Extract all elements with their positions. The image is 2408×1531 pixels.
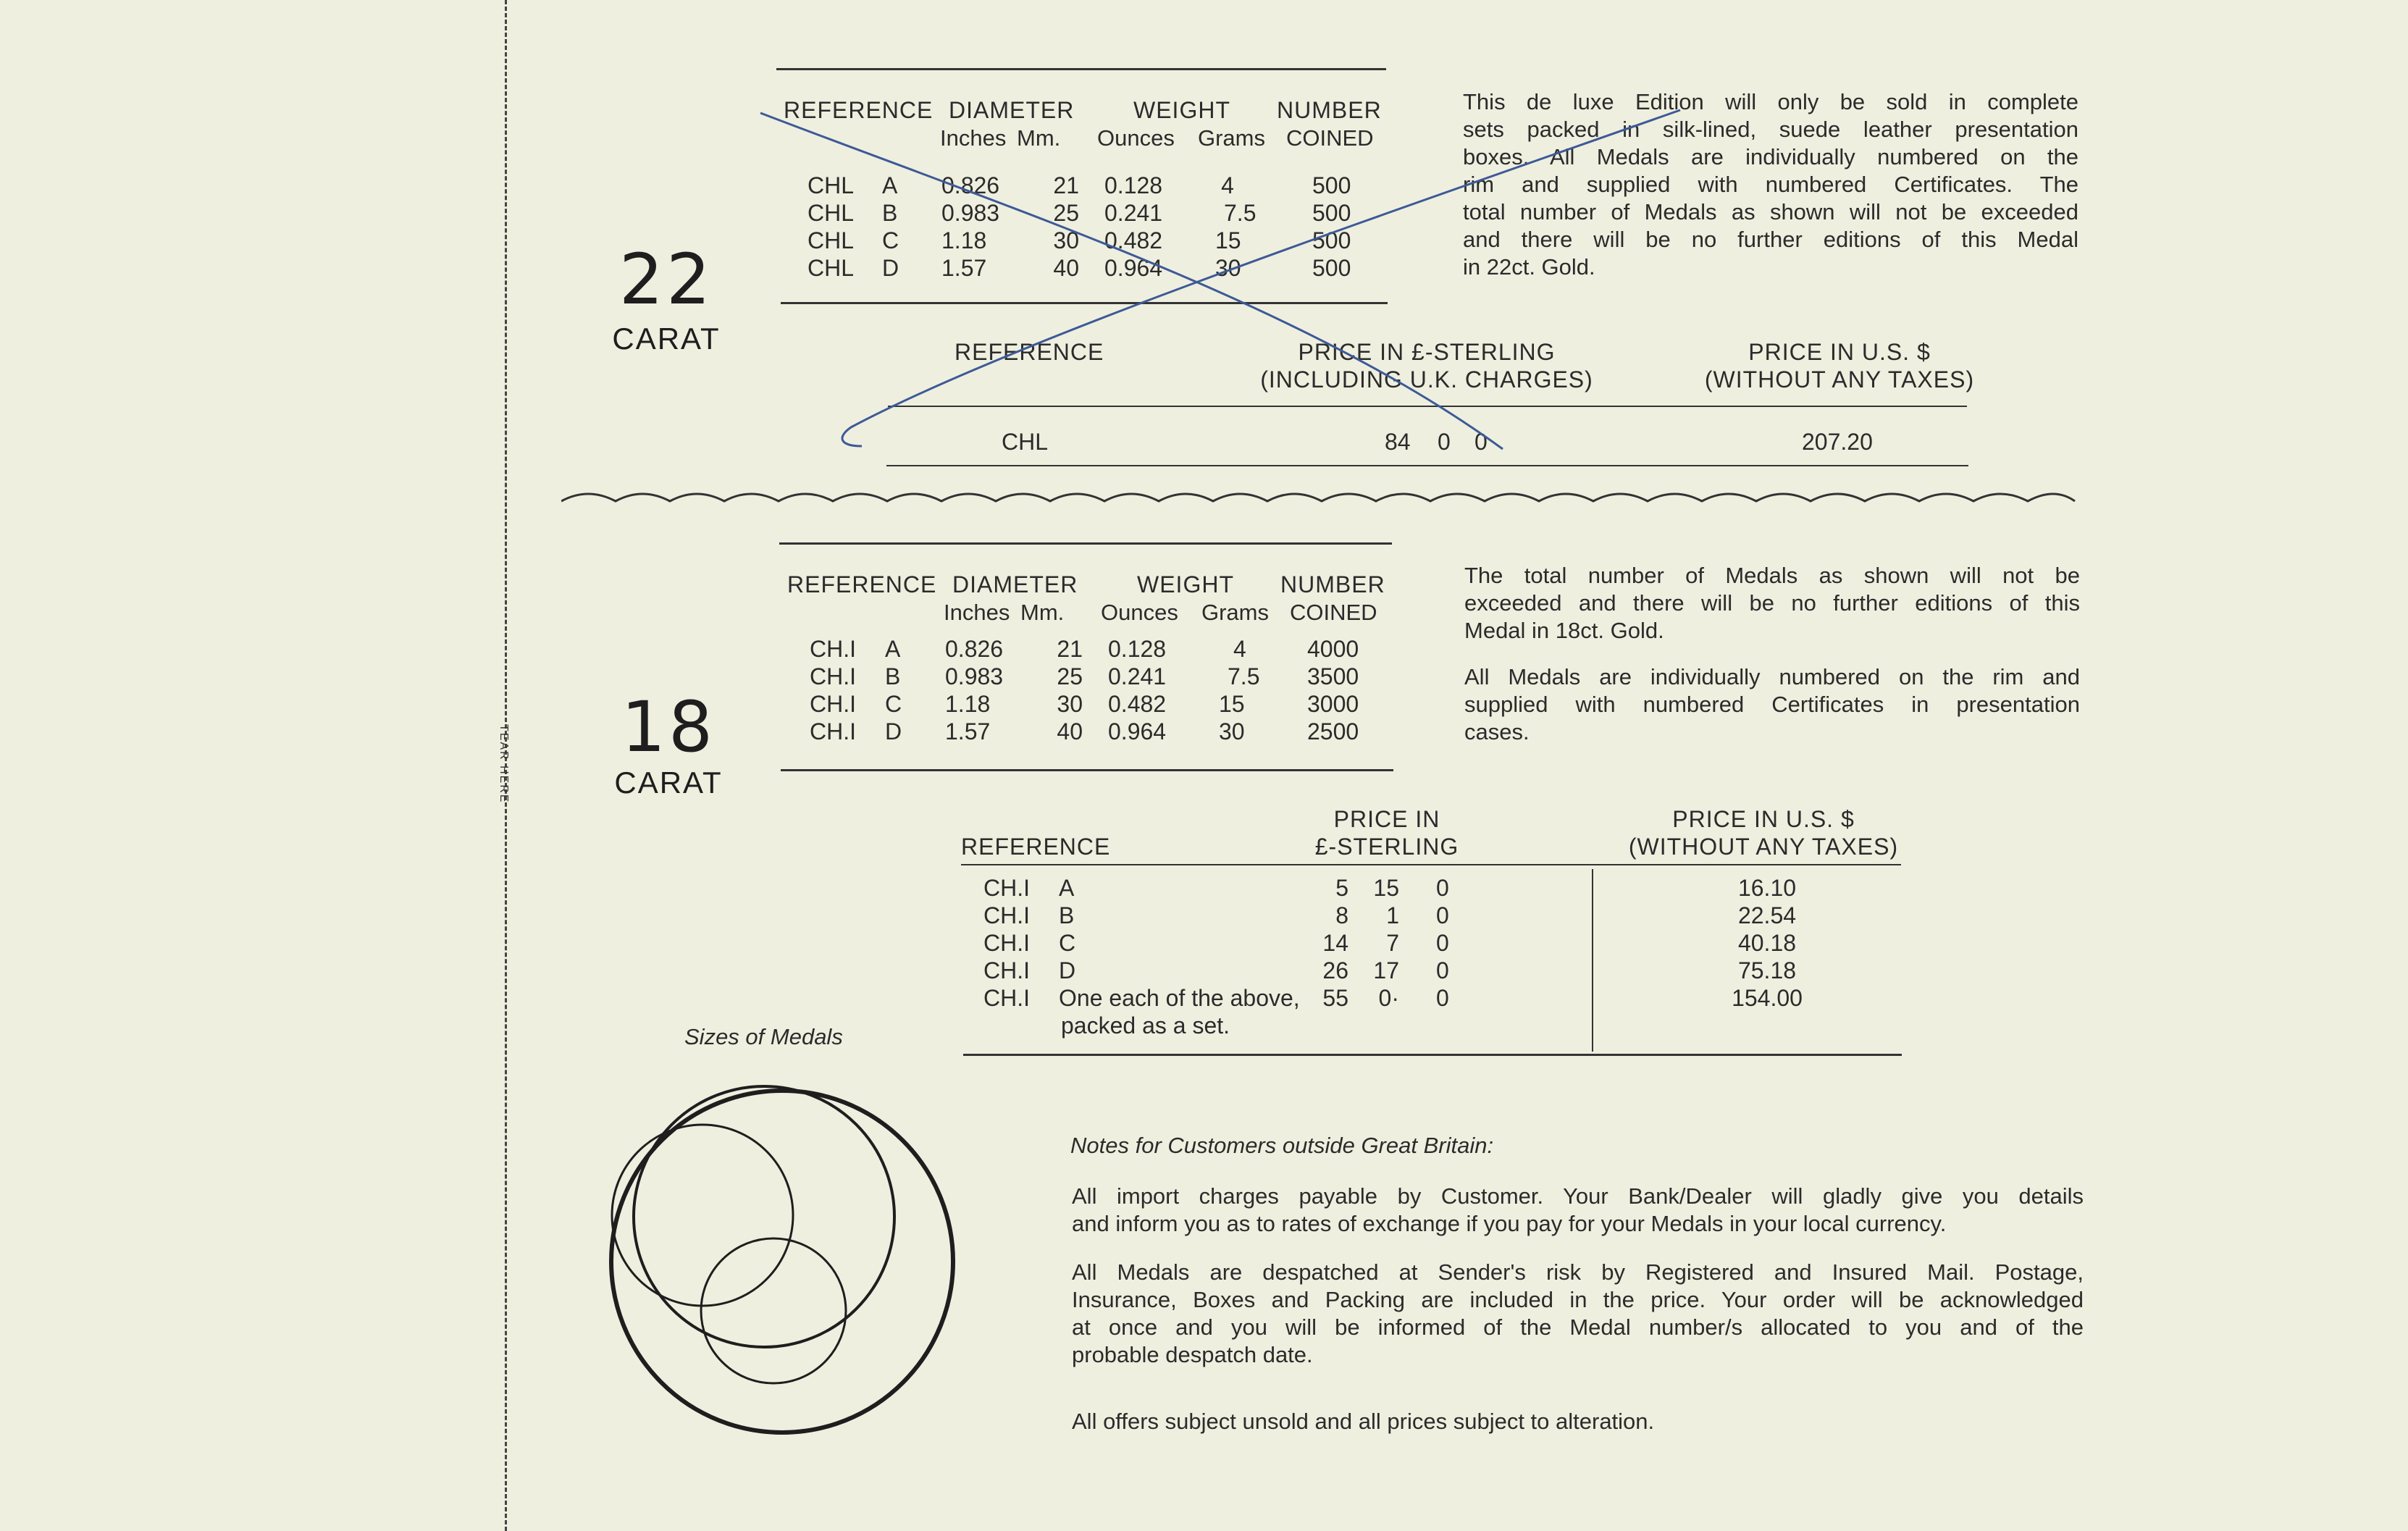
mm-cell: 21 <box>1057 636 1083 662</box>
ref-cell: CH.I <box>810 663 856 689</box>
price18-pence-cell: 0 <box>1436 902 1449 928</box>
description-22-line: rim and supplied with numbered Certificates. The <box>1463 172 2078 197</box>
notes-line: All Medals are despatched at Sender's risk by Registered and Insured Mail. Postage, <box>1072 1259 2084 1285</box>
spec18-inches-header: Inches <box>944 600 1010 625</box>
price18-desc-cell-2: packed as a set. <box>1061 1012 1230 1039</box>
letter-cell: B <box>885 663 901 689</box>
sizes-of-medals-label: Sizes of Medals <box>684 1024 843 1049</box>
description-22-line: and there will be no further editions of this Medal <box>1463 227 2078 252</box>
medal-circle-c <box>634 1086 894 1347</box>
spec18-bottom-rule <box>781 769 1393 771</box>
coined-cell: 500 <box>1312 227 1351 253</box>
spec22-number-header: NUMBER <box>1277 97 1382 123</box>
ref-cell: CH.I <box>810 691 856 717</box>
letter-cell: A <box>882 172 898 198</box>
notes-line: at once and you will be informed of the Medal number/s allocated to you and of the <box>1072 1314 2084 1340</box>
spec22-ounces-header: Ounces <box>1097 125 1175 151</box>
price22-usd-cell: 207.20 <box>1802 429 1873 455</box>
mm-cell: 40 <box>1057 718 1083 744</box>
medal-sizes-diagram <box>601 1072 978 1448</box>
price18-desc-cell: A <box>1059 875 1075 901</box>
price18-usd-cell: 16.10 <box>1737 875 1797 901</box>
coined-cell: 500 <box>1312 172 1351 198</box>
ounces-cell: 0.482 <box>1104 227 1163 253</box>
description-22-line: in 22ct. Gold. <box>1463 254 1595 280</box>
price18-pence-cell: 0 <box>1436 930 1449 956</box>
coined-cell: 500 <box>1312 255 1351 281</box>
price18-usd-header-1: PRICE IN U.S. $ <box>1672 806 1855 832</box>
price18-usd-header-2: (WITHOUT ANY TAXES) <box>1628 834 1899 860</box>
spec18-ref-header: REFERENCE <box>787 571 937 597</box>
grams-cell: 7.5 <box>1224 200 1257 226</box>
carat-18-label: CARAT <box>614 766 723 800</box>
price18-pounds-cell: 14 <box>1322 930 1348 956</box>
price18-shillings-cell: 0· <box>1378 985 1399 1011</box>
letter-cell: D <box>882 255 899 281</box>
spec18-ounces-header: Ounces <box>1101 600 1178 625</box>
mm-cell: 40 <box>1053 255 1079 281</box>
ref-cell: CH.I <box>810 718 856 744</box>
ref-cell: CHL <box>807 200 855 226</box>
price18-usd-cell: 75.18 <box>1737 957 1797 983</box>
price22-pence-cell: 0 <box>1474 429 1488 455</box>
price18-shillings-cell: 15 <box>1373 875 1399 901</box>
price22-sterling-header-2: (INCLUDING U.K. CHARGES) <box>1260 366 1593 393</box>
carat-18-number: 18 <box>621 687 716 768</box>
tear-here-label: TEAR HERE <box>498 724 510 804</box>
spec18-top-rule <box>779 542 1392 545</box>
grams-cell: 4 <box>1233 636 1246 662</box>
price18-ref-cell: CH.I <box>983 930 1030 956</box>
grams-cell: 4 <box>1221 172 1234 198</box>
notes-para-offers: All offers subject unsold and all prices subject to alteration. <box>1072 1409 1655 1434</box>
spec18-weight-header: WEIGHT <box>1137 571 1234 597</box>
inches-cell: 1.57 <box>945 718 991 744</box>
coined-cell: 3000 <box>1307 691 1359 717</box>
coined-cell: 500 <box>1312 200 1351 226</box>
description-22-line: boxes. All Medals are individually numbered on the <box>1463 144 2078 169</box>
inches-cell: 1.18 <box>945 691 991 717</box>
notes-line: and inform you as to rates of exchange if you pay for your Medals in your local currency. <box>1072 1211 1947 1236</box>
ref-cell: CHL <box>807 255 855 281</box>
mm-cell: 21 <box>1053 172 1079 198</box>
price18-ref-cell: CH.I <box>983 985 1030 1011</box>
inches-cell: 1.18 <box>941 227 987 253</box>
coined-cell: 4000 <box>1307 636 1359 662</box>
inches-cell: 0.826 <box>945 636 1004 662</box>
price18-sterling-header-1: PRICE IN <box>1333 806 1440 832</box>
price18-ref-cell: CH.I <box>983 957 1030 983</box>
notes-line: All import charges payable by Customer. Your Bank/Dealer will gladly give you details <box>1072 1183 2084 1209</box>
spec18-diameter-header: DIAMETER <box>952 571 1078 597</box>
inches-cell: 1.57 <box>941 255 987 281</box>
price18-ref-cell: CH.I <box>983 902 1030 928</box>
notes-title: Notes for Customers outside Great Britain: <box>1070 1133 1494 1158</box>
price18-shillings-cell: 7 <box>1386 930 1399 956</box>
price22-pounds-cell: 84 <box>1385 429 1411 455</box>
price18-pounds-cell: 55 <box>1322 985 1348 1011</box>
grams-cell: 30 <box>1219 718 1245 744</box>
medal-circle-a <box>701 1238 846 1383</box>
description-22-line: sets packed in silk-lined, suede leather presentation <box>1463 117 2078 142</box>
mm-cell: 30 <box>1053 227 1079 253</box>
spec22-inches-header: Inches <box>940 125 1007 151</box>
price18-desc-cell: One each of the above, <box>1059 985 1300 1011</box>
price18-ref-header: REFERENCE <box>961 834 1111 860</box>
letter-cell: A <box>885 636 901 662</box>
grams-cell: 7.5 <box>1228 663 1260 689</box>
ounces-cell: 0.241 <box>1108 663 1167 689</box>
notes-para-despatch <box>1072 1259 2084 1369</box>
price18-pounds-cell: 8 <box>1335 902 1348 928</box>
ounces-cell: 0.241 <box>1104 200 1163 226</box>
price22-usd-header-1: PRICE IN U.S. $ <box>1748 339 1931 365</box>
spec18-coined-header: COINED <box>1290 600 1377 625</box>
grams-cell: 15 <box>1215 227 1241 253</box>
price18-pence-cell: 0 <box>1436 957 1449 983</box>
price22-usd-header-2: (WITHOUT ANY TAXES) <box>1704 366 1975 393</box>
medal-circle-d <box>611 1091 953 1433</box>
ounces-cell: 0.482 <box>1108 691 1167 717</box>
price18-bottom-rule <box>963 1054 1902 1056</box>
spec22-grams-header: Grams <box>1198 125 1265 151</box>
spec22-weight-header: WEIGHT <box>1133 97 1230 123</box>
price22-ref-header: REFERENCE <box>955 339 1104 365</box>
price22-sterling-header-1: PRICE IN £-STERLING <box>1298 339 1556 365</box>
price18-usd-cell: 154.00 <box>1732 985 1803 1011</box>
description-18 <box>1464 562 2080 645</box>
ref-cell: CHL <box>807 172 855 198</box>
price18-pence-cell: 0 <box>1436 985 1449 1011</box>
pen-stroke-1 <box>760 113 1503 449</box>
ounces-cell: 0.128 <box>1104 172 1163 198</box>
price18-desc-cell: B <box>1059 902 1075 928</box>
price18-desc-cell: C <box>1059 930 1076 956</box>
mm-cell: 25 <box>1057 663 1083 689</box>
ref-cell: CH.I <box>810 636 856 662</box>
ref-cell: CHL <box>807 227 855 253</box>
spec22-coined-header: COINED <box>1286 125 1374 151</box>
carat-22-label: CARAT <box>612 322 721 356</box>
grams-cell: 15 <box>1219 691 1245 717</box>
inches-cell: 0.983 <box>945 663 1004 689</box>
carat-22-number: 22 <box>618 239 714 320</box>
coined-cell: 2500 <box>1307 718 1359 744</box>
description-18-line: cases. <box>1464 719 1530 744</box>
mm-cell: 25 <box>1053 200 1079 226</box>
letter-cell: C <box>882 227 899 253</box>
spec18-mm-header: Mm. <box>1020 600 1065 625</box>
ounces-cell: 0.964 <box>1104 255 1163 281</box>
letter-cell: C <box>885 691 902 717</box>
price18-pence-cell: 0 <box>1436 875 1449 901</box>
notes-line: probable despatch date. <box>1072 1342 1313 1367</box>
price18-shillings-cell: 17 <box>1373 957 1399 983</box>
spec22-ref-header: REFERENCE <box>784 97 934 123</box>
price18-shillings-cell: 1 <box>1386 902 1399 928</box>
price18-ref-cell: CH.I <box>983 875 1030 901</box>
spec18-grams-header: Grams <box>1201 600 1269 625</box>
ounces-cell: 0.964 <box>1108 718 1167 744</box>
grams-cell: 30 <box>1215 255 1241 281</box>
mm-cell: 30 <box>1057 691 1083 717</box>
letter-cell: D <box>885 718 902 744</box>
description-18-line: Medal in 18ct. Gold. <box>1464 618 1664 643</box>
description-18-line: exceeded and there will be no further editions of this <box>1464 590 2080 616</box>
price18-column-divider <box>1592 869 1593 1052</box>
price18-pounds-cell: 5 <box>1335 875 1348 901</box>
description-18-line: supplied with numbered Certificates in presentation <box>1464 692 2080 717</box>
description-22-line: This de luxe Edition will only be sold in complete <box>1463 89 2078 114</box>
inches-cell: 0.983 <box>941 200 1000 226</box>
description-18-line: All Medals are individually numbered on the rim and <box>1464 664 2080 689</box>
price18-desc-cell: D <box>1059 957 1076 983</box>
spec22-diameter-header: DIAMETER <box>949 97 1075 123</box>
notes-para-import <box>1072 1183 2084 1238</box>
price18-sterling-header-2: £-STERLING <box>1314 834 1459 860</box>
wavy-divider <box>561 487 2082 508</box>
spec22-mm-header: Mm. <box>1017 125 1061 151</box>
coined-cell: 3500 <box>1307 663 1359 689</box>
spec18-number-header: NUMBER <box>1280 571 1385 597</box>
ounces-cell: 0.128 <box>1108 636 1167 662</box>
description-18-line: The total number of Medals as shown will not be <box>1464 563 2080 588</box>
price22-ref-cell: CHL <box>1002 429 1049 455</box>
price18-header-rule <box>961 864 1901 865</box>
description-22-line: total number of Medals as shown will not be exceeded <box>1463 199 2078 225</box>
price22-shillings-cell: 0 <box>1438 429 1451 455</box>
price18-pounds-cell: 26 <box>1322 957 1348 983</box>
price18-usd-cell: 22.54 <box>1737 902 1797 928</box>
inches-cell: 0.826 <box>941 172 1000 198</box>
pen-stroke-2 <box>842 110 1680 446</box>
description-18-numbering <box>1464 663 2080 746</box>
letter-cell: B <box>882 200 898 226</box>
notes-line: Insurance, Boxes and Packing are included in the price. Your order will be acknowledged <box>1072 1287 2084 1312</box>
price18-usd-cell: 40.18 <box>1737 930 1797 956</box>
medal-circle-b <box>612 1125 793 1306</box>
